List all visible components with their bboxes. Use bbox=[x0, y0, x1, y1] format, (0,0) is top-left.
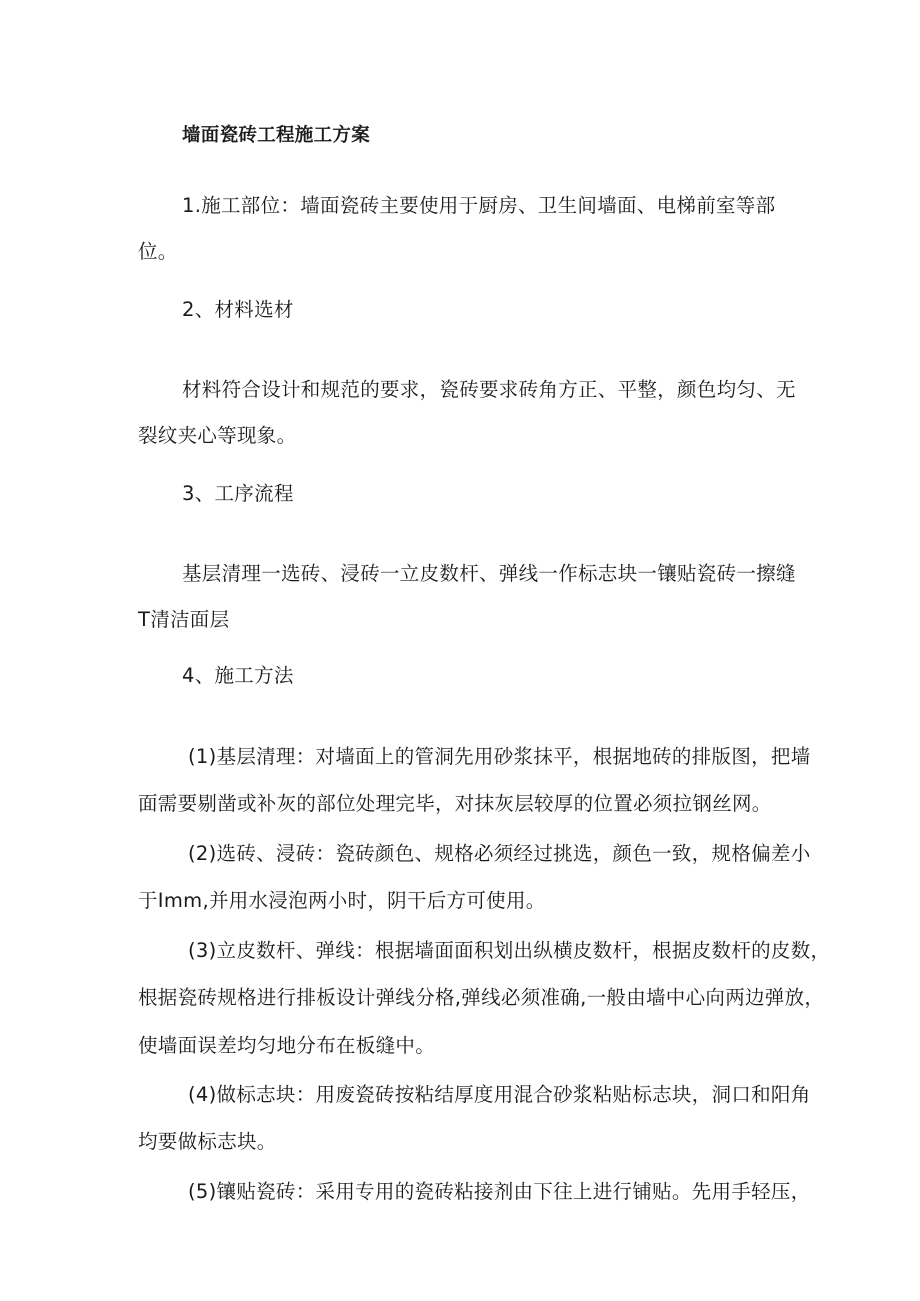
section3-line1: 基层清理一选砖、浸砖一立皮数杆、弹线一作标志块一镶贴瓷砖一擦缝 bbox=[182, 562, 796, 585]
section3-heading: 3、工序流程 bbox=[182, 482, 294, 505]
section4-heading: 4、施工方法 bbox=[182, 664, 294, 687]
item3-line3: 使墙面误差均匀地分布在板缝中。 bbox=[138, 1034, 436, 1057]
item4-line2: 均要做标志块。 bbox=[138, 1130, 277, 1153]
section2-line2: 裂纹夹心等现象。 bbox=[138, 424, 297, 447]
section3-line2: T清洁面层 bbox=[138, 608, 230, 631]
section2-line1: 材料符合设计和规范的要求，瓷砖要求砖角方正、平整，颜色均匀、无 bbox=[182, 378, 796, 401]
item1-line2: 面需要剔凿或补灰的部位处理完毕，对抹灰层较厚的位置必须拉钢丝网。 bbox=[138, 792, 772, 815]
item3-line1: (3)立皮数杆、弹线：根据墙面面积划出纵横皮数杆，根据皮数杆的皮数， bbox=[188, 939, 831, 962]
section1-line2: 位。 bbox=[138, 240, 178, 263]
item2-line2: 于Imm,并用水浸泡两小时，阴干后方可使用。 bbox=[138, 889, 546, 912]
section2-heading: 2、材料选材 bbox=[182, 298, 294, 321]
item3-line2: 根据瓷砖规格进行排板设计弹线分格,弹线必须准确,一般由墙中心向两边弹放， bbox=[138, 986, 825, 1009]
item5-line1: (5)镶贴瓷砖：采用专用的瓷砖粘接剂由下往上进行铺贴。先用手轻压， bbox=[188, 1180, 811, 1203]
section1-line1: 1.施工部位：墙面瓷砖主要使用于厨房、卫生间墙面、电梯前室等部 bbox=[182, 194, 776, 217]
page-title: 墙面瓷砖工程施工方案 bbox=[182, 125, 371, 146]
item4-line1: (4)做标志块：用废瓷砖按粘结厚度用混合砂浆粘贴标志块，洞口和阳角 bbox=[188, 1083, 811, 1106]
item2-line1: (2)选砖、浸砖：瓷砖颜色、规格必须经过挑选，颜色一致，规格偏差小 bbox=[188, 842, 811, 865]
item1-line1: (1)基层清理：对墙面上的管洞先用砂浆抹平，根据地砖的排版图，把墙 bbox=[188, 745, 811, 768]
